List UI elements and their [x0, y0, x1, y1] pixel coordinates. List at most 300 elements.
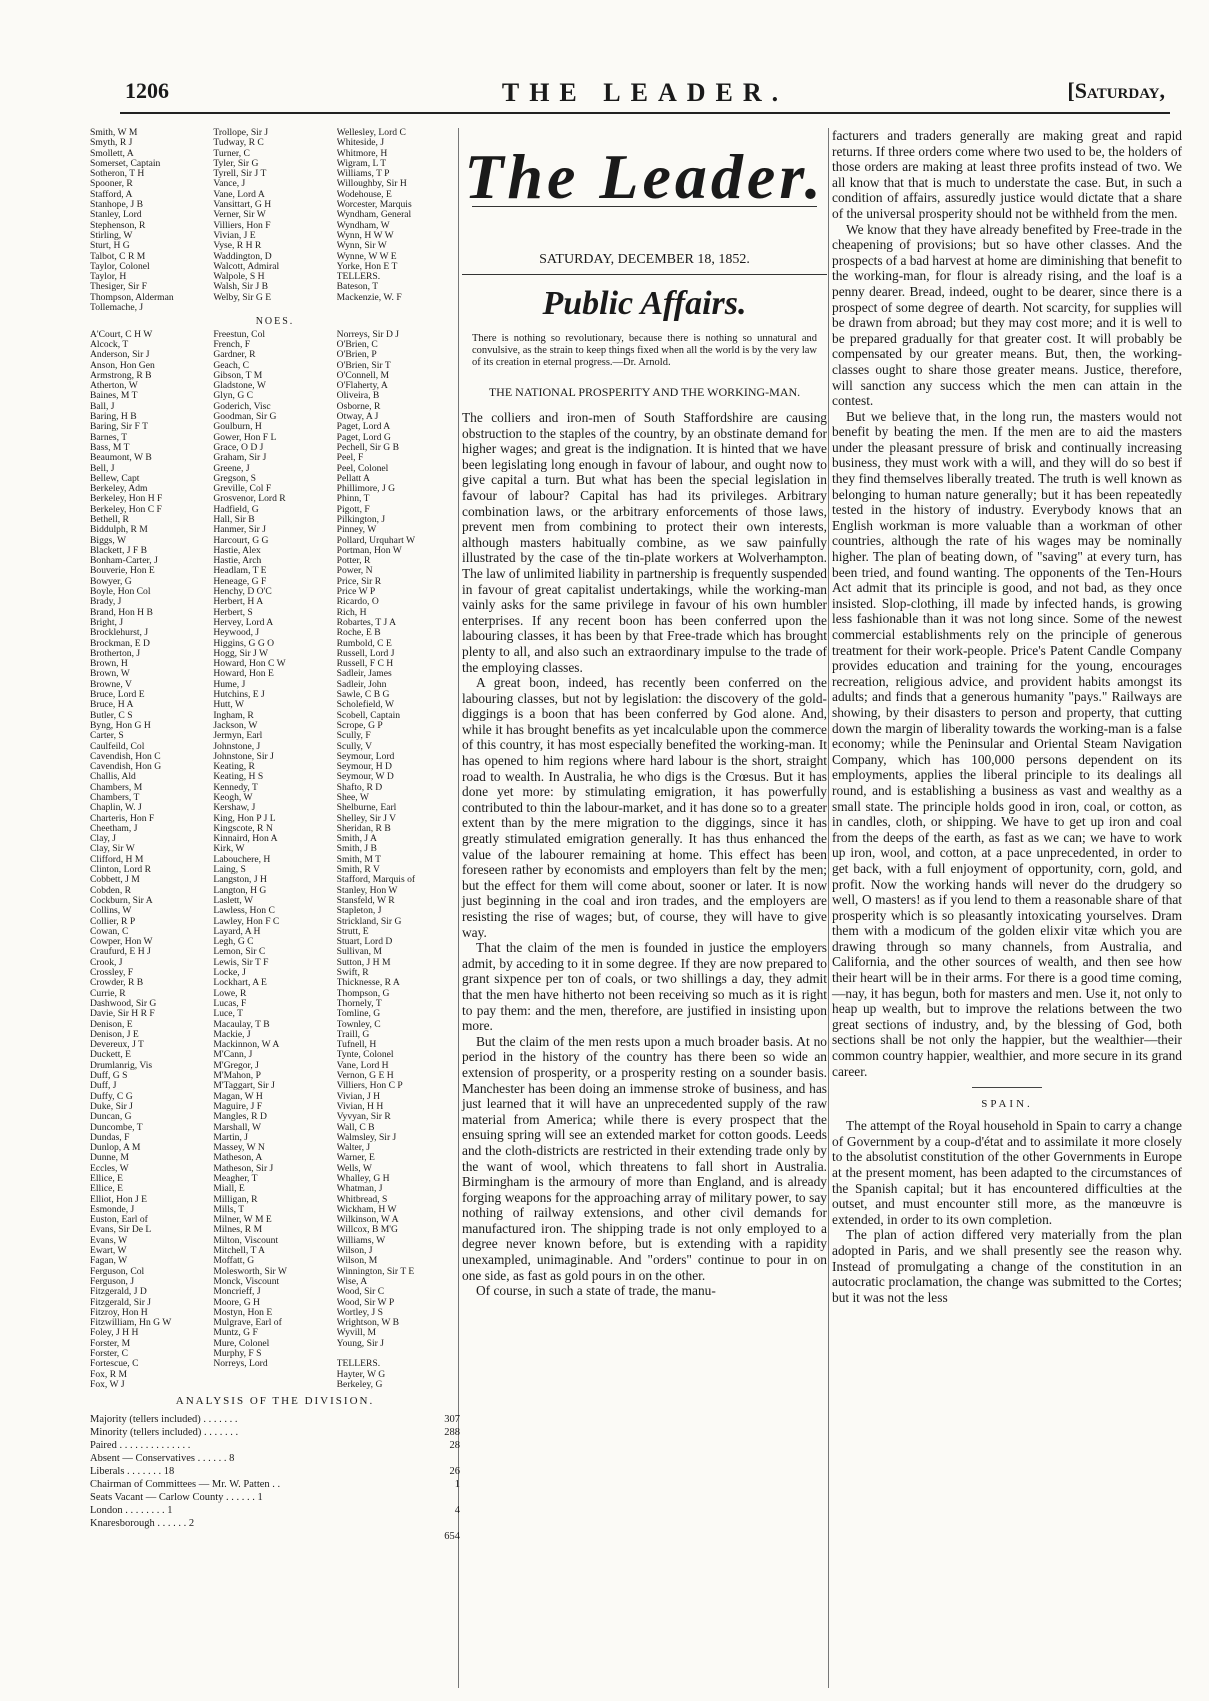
member-name: Pellatt A — [336, 473, 370, 484]
member-name: Brockman, E D — [90, 638, 150, 649]
member-name: TELLERS. — [336, 1359, 381, 1370]
member-name: Wyndham, General — [336, 210, 412, 221]
member-name: Carter, S — [90, 731, 124, 742]
member-name: Thompson, Alderman — [90, 292, 174, 303]
member-name: Alcock, T — [90, 339, 129, 350]
member-name: Bright, J — [90, 617, 124, 628]
member-name: Baines, M T — [90, 391, 138, 402]
member-name: Ricardo, O — [336, 597, 379, 608]
member-name: Duncombe, T — [90, 1122, 143, 1133]
member-name: Stanhope, J B — [90, 200, 144, 211]
member-name: Vernon, G E H — [336, 1071, 394, 1082]
member-name: Bruce, H A — [90, 700, 134, 711]
member-name: Smith, J B — [336, 844, 377, 855]
member-name: Brady, J — [90, 597, 122, 608]
page-header — [125, 78, 1165, 108]
member-name: Gower, Hon F L — [213, 432, 277, 443]
member-name: Labouchere, H — [213, 854, 271, 865]
member-name: Smith, R V — [336, 865, 380, 876]
member-name: Clay, Sir W — [90, 844, 135, 855]
member-name: Hayter, W G — [336, 1369, 386, 1380]
member-name: Cockburn, Sir A — [90, 895, 153, 906]
member-name: Taylor, Colonel — [90, 261, 150, 272]
ayes-column — [337, 128, 460, 313]
member-name: Worcester, Marquis — [336, 200, 412, 211]
member-name: Dashwood, Sir G — [90, 998, 157, 1009]
member-name: Gladstone, W — [213, 381, 266, 392]
member-name: Swift, R — [336, 968, 369, 979]
member-name: Baring, Sir F T — [90, 422, 148, 433]
member-name: Verner, Sir W — [213, 210, 266, 221]
division-list — [90, 128, 460, 1543]
member-name: Wigram, L T — [336, 158, 387, 169]
member-name: Tomline, G — [336, 1009, 381, 1020]
analysis-label — [90, 1530, 420, 1543]
member-name: Shelley, Sir J V — [336, 813, 397, 824]
member-name: Anson, Hon Gen — [90, 360, 155, 371]
member-name: Villiers, Hon F — [213, 220, 271, 231]
epigraph: There is nothing so revolutionary, because there is nothing so unnatural and convulsive, as the strain to keep things fixed when all the world is by the very law of its creation in eternal progress.—Dr. Arnold. — [472, 333, 817, 368]
member-name: Anderson, Sir J — [90, 350, 150, 361]
member-name: Browne, V — [90, 679, 132, 690]
member-name: Duff, G S — [90, 1071, 128, 1082]
member-name: Williams, W — [336, 1235, 386, 1246]
member-name: Scholefield, W — [336, 700, 395, 711]
member-name: Gardner, R — [213, 350, 256, 361]
member-name: Langston, J H — [213, 875, 267, 886]
member-name: Cowan, C — [90, 926, 129, 937]
member-name: Ferguson, J — [90, 1276, 135, 1287]
member-name — [337, 1349, 460, 1359]
analysis-row — [90, 1478, 460, 1491]
member-name: Wellesley, Lord C — [336, 128, 406, 138]
member-name: Paget, Lord A — [336, 422, 391, 433]
member-name: Tynte, Colonel — [336, 1050, 394, 1061]
member-name: Armstrong, R B — [90, 370, 152, 381]
member-name: Walmsley, Sir J — [336, 1132, 397, 1143]
member-name: Strutt, E — [336, 926, 369, 937]
member-name: Milton, Viscount — [213, 1235, 279, 1246]
member-name: Legh, G C — [213, 937, 254, 948]
member-name: Vansittart, G H — [213, 200, 272, 211]
member-name: Laslett, W — [213, 895, 254, 906]
member-name: Bellew, Capt — [90, 473, 140, 484]
member-name: Pigott, F — [336, 504, 370, 515]
member-name: Scobell, Captain — [336, 710, 401, 721]
member-name: Wodehouse, E — [336, 189, 392, 200]
member-name: Forster, M — [90, 1338, 131, 1349]
member-name: Duff, J — [90, 1081, 117, 1092]
member-name: Maguire, J F — [213, 1101, 263, 1112]
member-name: Meagher, T — [213, 1173, 258, 1184]
member-name: TELLERS. — [336, 272, 381, 283]
paragraph: facturers and traders generally are making great and rapid returns. If three orders come where two used to be, the holders of those orders are making at least three profits instead of two. We all know that that is much to understate the case. But, in such a condition of affairs, assuredly justice would dictate that a share of the universal prosperity should not be withheld from the men. — [832, 128, 1182, 221]
member-name: Paget, Lord G — [336, 432, 391, 443]
analysis-label: Majority (tellers included) . . . . . . . — [90, 1413, 238, 1425]
member-name: Wyndham, W — [336, 220, 390, 231]
member-name: Stapleton, J — [336, 906, 382, 917]
analysis-label: Chairman of Committees — Mr. W. Patten . . — [90, 1478, 281, 1490]
member-name: Greville, Col F — [213, 484, 272, 495]
member-name: Vyse, R H R — [213, 241, 262, 252]
member-name: Fox, R M — [90, 1369, 128, 1380]
member-name: Clifford, H M — [90, 854, 144, 865]
member-name: Vane, Lord H — [336, 1060, 389, 1071]
member-name: Luce, T — [213, 1009, 243, 1020]
member-name: Johnstone, Sir J — [213, 751, 274, 762]
member-name: Davie, Sir H R F — [90, 1009, 155, 1020]
analysis-row — [90, 1530, 460, 1543]
member-name: Esmonde, J — [90, 1204, 135, 1215]
member-name: Mure, Colonel — [213, 1338, 270, 1349]
member-name: Muntz, G F — [213, 1328, 258, 1339]
member-name: Yorke, Hon E T — [336, 261, 398, 272]
analysis-row — [90, 1413, 460, 1426]
member-name: Barnes, T — [90, 432, 128, 443]
member-name: Hervey, Lord A — [213, 617, 274, 628]
member-name: Locke, J — [213, 968, 246, 979]
member-name: Euston, Earl of — [90, 1215, 148, 1226]
member-name: Duke, Sir J — [90, 1101, 133, 1112]
member-name: Goodman, Sir G — [213, 412, 277, 423]
member-name: Stanley, Lord — [90, 210, 142, 221]
member-name: Mackinnon, W A — [213, 1040, 280, 1051]
analysis-value: 1 — [454, 1478, 460, 1490]
member-name: Massey, W N — [213, 1143, 265, 1154]
member-name: Berkeley, G — [336, 1379, 383, 1390]
member-name: Whalley, G H — [336, 1173, 390, 1184]
section-title: Public Affairs. — [542, 285, 747, 322]
member-name: Crossley, F — [90, 968, 134, 979]
member-name: Ewart, W — [90, 1246, 127, 1257]
member-name: Seymour, Lord — [336, 751, 395, 762]
member-name: Evans, Sir De L — [90, 1225, 152, 1236]
member-name: Higgins, G G O — [213, 638, 275, 649]
member-name: Butler, C S — [90, 710, 133, 721]
main-column — [462, 128, 827, 1299]
member-name: Chaplin, W. J — [90, 803, 142, 814]
member-name: Collier, R P — [90, 916, 136, 927]
member-name: Herbert, H A — [213, 597, 264, 608]
article-continuation — [832, 128, 1182, 1079]
member-name: Bouverie, Hon E — [90, 566, 155, 577]
member-name: Eccles, W — [90, 1163, 129, 1174]
member-name: M'Gregor, J — [213, 1060, 259, 1071]
column-divider — [828, 128, 829, 1688]
member-name: Wilkinson, W A — [336, 1215, 399, 1226]
member-name: Herbert, S — [213, 607, 253, 618]
paragraph: That the claim of the men is founded in justice the employers admit, by acceding to it in some degree. If they are now prepared to grant sixpence per ton of coals, or two shillings a day, they admit that the men have hitherto not been receiving so much as it is right to pay them: and the men, therefore, are justified in insisting upon more. — [462, 940, 827, 1034]
member-name: Keating, H S — [213, 772, 264, 783]
member-name: Magan, W H — [213, 1091, 263, 1102]
member-name: Lawless, Hon C — [213, 906, 275, 917]
member-name: Young, Sir J — [336, 1338, 384, 1349]
member-name: Headlam, T E — [213, 566, 267, 577]
member-name: Sturt, H G — [90, 241, 130, 252]
member-name: Kershaw, J — [213, 803, 256, 814]
member-name: Welby, Sir G E — [213, 292, 272, 303]
member-name: Layard, A H — [213, 926, 261, 937]
member-name: Macaulay, T B — [213, 1019, 270, 1030]
member-name: Seymour, W D — [336, 772, 394, 783]
member-name: Molesworth, Sir W — [213, 1266, 287, 1277]
member-name: Monck, Viscount — [213, 1276, 280, 1287]
member-name: Jackson, W — [213, 720, 258, 731]
member-name: Shafto, R D — [336, 782, 383, 793]
member-name: Whitbread, S — [336, 1194, 388, 1205]
member-name: Dundas, F — [90, 1132, 130, 1143]
member-name: Wrightson, W B — [336, 1318, 400, 1329]
member-name: Fox, W J — [90, 1379, 125, 1390]
member-name: Stephenson, R — [90, 220, 146, 231]
member-name: Brown, W — [90, 669, 130, 680]
member-name: Thicknesse, R A — [336, 978, 400, 989]
member-name: Peel, Colonel — [336, 463, 389, 474]
member-name: Whitmore, H — [336, 148, 388, 159]
member-name: Lewis, Sir T F — [213, 957, 269, 968]
member-name: Pinney, W — [336, 525, 377, 536]
member-name: Cavendish, Hon C — [90, 751, 161, 762]
analysis-value: 4 — [454, 1504, 460, 1516]
member-name: Keogh, W — [213, 793, 253, 803]
member-name: Taylor, H — [90, 272, 127, 283]
member-name: Miall, E — [213, 1184, 245, 1195]
analysis-value — [420, 1491, 460, 1504]
member-name: Cheetham, J — [90, 823, 138, 834]
analysis-label: Liberals . . . . . . . 18 — [90, 1465, 175, 1477]
member-name: Wood, Sir C — [336, 1287, 385, 1298]
analysis-value: 654 — [444, 1530, 460, 1542]
member-name: Willcox, B M'G — [336, 1225, 398, 1236]
analysis-value — [420, 1452, 460, 1465]
member-name: Fitzwilliam, Hn G W — [90, 1318, 172, 1329]
analysis-label: Absent — Conservatives . . . . . . 8 — [90, 1452, 235, 1464]
member-name: Oliveira, B — [336, 391, 380, 402]
member-name: Whiteside, J — [336, 138, 385, 149]
member-name: Vyvyan, Sir R — [336, 1112, 391, 1123]
member-name: Portman, Hon W — [336, 545, 402, 556]
member-name: Goulburn, H — [213, 422, 262, 433]
noes-heading: NOES. — [255, 316, 295, 328]
member-name: Smith, W M — [90, 128, 138, 138]
member-name: Hume, J — [213, 679, 246, 690]
member-name: Duncan, G — [90, 1112, 132, 1123]
member-name: Somerset, Captain — [90, 158, 161, 169]
analysis-value: 288 — [444, 1426, 460, 1438]
member-name: Berkeley, Adm — [90, 484, 148, 495]
paragraph: The colliers and iron-men of South Staffordshire are causing obstruction to the staples of the country, by an obstinate demand for higher wages; and great is the indignation. It is hinted that we have been legislating long enough in favour of labour, and ought now to give capital a turn. But what has been the special legislation in favour of labour? Capital has had its privileges. Arbitrary combination laws, or the arbitrary enforcements of those laws, prevent men from combining to protect their own interests, although masters habitually combine, as we saw painfully illustrated by the case of the tin-plate workers at Wolverhampton. The law of unlimited liability in partnership is frequently suspended in favour of great capitalist undertakings, while the working-man vainly asks for the same privilege in favour of his own humbler enterprises. If any recent boon has been conferred upon the labouring classes, it has been by that Free-trade which has brought plenty to all, and also such an extraordinary impulse to the trade of the employing classes. — [462, 410, 827, 675]
member-name: Mackie, J — [213, 1029, 251, 1040]
member-name: Wall, C B — [336, 1122, 375, 1133]
member-name: Villiers, Hon C P — [336, 1081, 403, 1092]
member-name: Bell, J — [90, 463, 115, 474]
member-name: Turner, C — [213, 148, 250, 159]
member-name: Evans, W — [90, 1235, 128, 1246]
member-name: Milnes, R M — [213, 1225, 263, 1236]
member-name: Brocklehurst, J — [90, 628, 149, 639]
member-name: M'Mahon, P — [213, 1071, 261, 1082]
analysis-row — [90, 1426, 460, 1439]
member-name: Phinn, T — [336, 494, 370, 505]
member-name: Lockhart, A E — [213, 978, 267, 989]
member-name: Thornely, T — [336, 998, 382, 1009]
member-name: Wilson, M — [336, 1256, 378, 1267]
member-name: Price W P — [336, 587, 376, 598]
member-name: Graham, Sir J — [213, 453, 267, 464]
member-name: Willoughby, Sir H — [336, 179, 407, 190]
noes-column — [213, 330, 336, 1391]
member-name: Wise, A — [336, 1276, 368, 1287]
member-name: Stirling, W — [90, 230, 133, 241]
member-name: Forster, C — [90, 1349, 128, 1360]
member-name: Hutchins, E J — [213, 690, 265, 701]
member-name: Chambers, T — [90, 793, 140, 803]
analysis-title: ANALYSIS OF THE DIVISION. — [175, 1395, 375, 1408]
member-name: Townley, C — [336, 1019, 381, 1030]
member-name: Hastie, Arch — [213, 556, 262, 567]
member-name: Walter, J — [336, 1143, 371, 1154]
member-name: Moncrieff, J — [213, 1287, 261, 1298]
member-name: Robartes, T J A — [336, 617, 396, 628]
member-name: Gregson, S — [213, 473, 256, 484]
member-name: O'Brien, Sir T — [336, 360, 391, 371]
analysis-label: Seats Vacant — Carlow County . . . . . . 1 — [90, 1491, 263, 1503]
member-name: O'Flaherty, A — [336, 381, 388, 392]
member-name: O'Brien, P — [336, 350, 377, 361]
member-name: Caulfeild, Col — [90, 741, 145, 752]
member-name: Fitzgerald, Sir J — [90, 1297, 152, 1308]
member-name: Brotherton, J — [90, 648, 141, 659]
member-name: Talbot, C R M — [90, 251, 146, 262]
right-column — [832, 128, 1182, 1305]
member-name: Grosvenor, Lord R — [213, 494, 286, 505]
member-name: Stanley, Hon W — [336, 885, 398, 896]
member-name: Wyvill, M — [336, 1328, 377, 1339]
member-name: Wells, W — [336, 1163, 372, 1174]
member-name: Cavendish, Hon G — [90, 762, 162, 773]
analysis-value — [420, 1517, 460, 1530]
member-name: Tyler, Sir G — [213, 158, 259, 169]
header-rule — [120, 112, 1170, 114]
analysis-label: Paired . . . . . . . . . . . . . . — [90, 1439, 191, 1451]
member-name: Harcourt, G G — [213, 535, 269, 546]
paragraph: But we believe that, in the long run, the masters would not benefit by beating the men. If the men are to aid the masters under the pleasant pressure of brisk and continually increasing business, they must work with a will, and they will do so best if they find themselves liberally treated. The truth is well known as belonging to human nature generally; but it has been repeatedly tested in the history of industry. Everybody knows that an English workman is more valuable than a workman of other countries, although the rate of his wages may be nominally higher. The plan of beating down, of "saving" at every turn, has been tried, and found wanting. The opponents of the Ten-Hours Act admit that its principle is good, and not bad, as they once insisted. Slop-clothing, ill made by infected hands, is growing less fashionable than it was not long since. Some of the newest commercial establishments rely on the principle of generous treatment for their work-people. Price's Patent Candle Company provides education and training for the young, encourages recreation, religious advice, and provident habits amongst its adults; and finds that a generous humanity "pays." Railways are showing, by their disasters to person and property, that cutting down the margin of liberality towards the working-man is a false economy; while the Peninsular and Oriental Steam Navigation Company, which has 100,000 persons dependent on its employments, applies the liberal principle to its dealings all round, and is establishing a business as vast and wealthy as a small state. The principle holds good in iron, coal, or cotton, as in candles, cloth, or shipping. We have to get up iron and coal from the deeps of the earth, as fast as we can; we have to work up iron, wool, and cotton, at a pace unprecedented, in order to get back, with a full enjoyment of opportunity, corn, gold, and profit. Now the working hands will never do the drudgery so well, O masters! as if you lend to them a reasonable share of that prosperity which is so pleasantly intoxicating yourselves. Dram them with a modicum of the golden elixir vitæ which you are drawing through so many channels, from Australia, and California, and the other sources of wealth, and then see how their heart will be in their arms. For there is a good time coming,—nay, it has begun, both for masters and men. Use it, not only to heap up wealth, but to improve the relations between the two great sections of industry, and, by the blessing of God, both sections shall be not only the happier, but the wealthier—their common country happier, wealthier, and more secure in its grand career. — [832, 408, 1182, 1079]
member-name: Lucas, F — [213, 998, 247, 1009]
member-name: Tollemache, J — [90, 303, 144, 314]
analysis-value: 307 — [444, 1413, 460, 1425]
member-name: Scully, V — [336, 741, 373, 752]
member-name: Walpole, S H — [213, 272, 265, 283]
member-name: Henchy, D O'C — [213, 587, 272, 598]
member-name: Wortley, J S — [336, 1307, 383, 1318]
member-name: Price, Sir R — [336, 576, 382, 587]
member-name: Kennedy, T — [213, 782, 258, 793]
member-name: Keating, R — [213, 762, 255, 773]
member-name: Warner, E — [336, 1153, 375, 1164]
member-name: Wynne, W W E — [336, 251, 397, 262]
member-name: Sotheron, T H — [90, 169, 145, 180]
ayes-block — [90, 128, 460, 313]
member-name: French, F — [213, 339, 251, 350]
member-name: Osborne, R — [336, 401, 381, 412]
member-name: Bonham-Carter, J — [90, 556, 158, 567]
dateline: SATURDAY, DECEMBER 18, 1852. — [462, 248, 827, 275]
member-name: Mackenzie, W. F — [336, 292, 402, 303]
member-name: Sullivan, M — [336, 947, 382, 958]
member-name: Devereux, J T — [90, 1040, 144, 1051]
member-name: Spooner, R — [90, 179, 133, 190]
member-name: Pollard, Urquhart W — [336, 535, 416, 546]
analysis-row — [90, 1452, 460, 1465]
member-name: Wood, Sir W P — [336, 1297, 395, 1308]
masthead-title: The Leader. — [464, 141, 825, 212]
analysis-table — [90, 1413, 460, 1543]
member-name: Foley, J H H — [90, 1328, 139, 1339]
member-name: Stafford, A — [90, 189, 133, 200]
member-name: Blackett, J F B — [90, 545, 148, 556]
member-name: Biggs, W — [90, 535, 127, 546]
member-name: Fitzroy, Hon H — [90, 1307, 148, 1318]
noes-block — [90, 330, 460, 1391]
member-name: Johnstone, J — [213, 741, 261, 752]
member-name: King, Hon P J L — [213, 813, 276, 824]
member-name: Sawle, C B G — [336, 690, 390, 701]
running-head-day: [Saturday, — [1067, 78, 1165, 103]
member-name: Otway, A J — [336, 412, 379, 423]
member-name: Power, N — [336, 566, 373, 577]
analysis-value: 26 — [449, 1465, 460, 1477]
member-name: Boyle, Hon Col — [90, 587, 151, 598]
member-name: Heywood, J — [213, 628, 260, 639]
member-name: Seymour, H D — [336, 762, 392, 773]
member-name: Rumbold, C E — [336, 638, 392, 649]
member-name: Traill, G — [336, 1029, 370, 1040]
member-name: Peel, F — [336, 453, 364, 464]
analysis-label: Minority (tellers included) . . . . . . . — [90, 1426, 239, 1438]
member-name: Tyrell, Sir J T — [213, 169, 267, 180]
member-name: Dunlop, A M — [90, 1143, 141, 1154]
article-body-spain — [832, 1118, 1182, 1305]
member-name: Denison, J E — [90, 1029, 139, 1040]
member-name: Charteris, Hon F — [90, 813, 155, 824]
member-name: Marshall, W — [213, 1122, 262, 1133]
member-name: Hadfield, G — [213, 504, 259, 515]
masthead-flourish — [472, 206, 817, 207]
member-name: Kirk, W — [213, 844, 245, 855]
member-name: Glyn, G C — [213, 391, 254, 402]
member-name: Hutt, W — [213, 700, 245, 711]
member-name: Atherton, W — [90, 381, 138, 392]
member-name: Vivian, J E — [213, 230, 256, 241]
paragraph: The plan of action differed very materially from the plan adopted in Paris, and we shall presently see the reason why. Instead of promulgating a change of the constitution in an autocratic proclamation, the change was submitted to the Cortes; but it was not the less — [832, 1227, 1182, 1305]
member-name: Greene, J — [213, 463, 250, 474]
member-name: Clinton, Lord R — [90, 865, 152, 876]
member-name: Scrope, G P — [336, 720, 383, 731]
member-name: Bateson, T — [336, 282, 379, 293]
member-name: Walsh, Sir J B — [213, 282, 268, 293]
member-name: Pechell, Sir G B — [336, 442, 400, 453]
member-name: Kinnaird, Hon A — [213, 834, 278, 845]
newspaper-title: THE LEADER. — [501, 78, 789, 107]
member-name: Shee, W — [336, 793, 369, 803]
member-name: Walcott, Admiral — [213, 261, 280, 272]
member-name: Mostyn, Hon E — [213, 1307, 273, 1318]
member-name: Byng, Hon G H — [90, 720, 151, 731]
member-name: Norreys, Sir D J — [336, 329, 400, 340]
member-name: Laing, S — [213, 865, 246, 876]
member-name: Drumlanrig, Vis — [90, 1060, 153, 1071]
member-name: Elliot, Hon J E — [90, 1194, 148, 1205]
